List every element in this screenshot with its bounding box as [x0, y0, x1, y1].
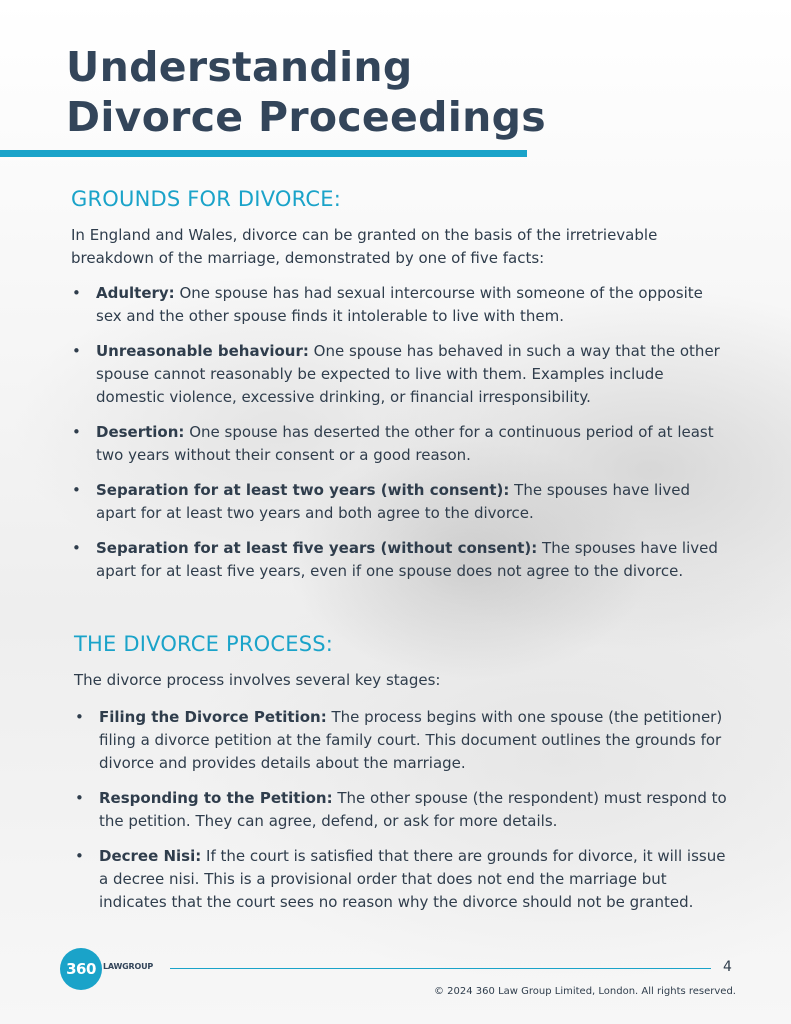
bullet-term: Desertion: — [96, 423, 185, 441]
law-group-logo — [60, 948, 190, 992]
process-intro: The divorce process involves several key stages: — [74, 671, 441, 689]
bullet-text: The spouses have lived apart for at least five years, even if one spouse does not agree to the divorce. — [96, 539, 718, 580]
page-number: 4 — [723, 959, 732, 975]
page-title-line-1: Understanding — [66, 43, 413, 91]
grounds-item-desertion — [70, 421, 730, 467]
bullet-text: The other spouse (the respondent) must respond to the petition. They can agree, defend, or ask for more details. — [99, 789, 727, 830]
copyright-notice: © 2024 360 Law Group Limited, London. All rights reserved. — [434, 986, 736, 997]
process-heading: THE DIVORCE PROCESS: — [74, 632, 334, 656]
grounds-item-unreasonable-behaviour — [70, 340, 730, 409]
grounds-heading: GROUNDS FOR DIVORCE: — [71, 187, 341, 211]
grounds-item-separation-five-years — [70, 537, 730, 583]
process-list — [73, 706, 733, 926]
bullet-text: One spouse has deserted the other for a continuous period of at least two years without their consent or a good reason. — [96, 423, 714, 464]
bullet-term: Filing the Divorce Petition: — [99, 708, 327, 726]
bullet-term: Adultery: — [96, 284, 175, 302]
bullet-term: Unreasonable behaviour: — [96, 342, 309, 360]
process-item-responding — [73, 787, 733, 833]
bullet-term: Decree Nisi: — [99, 847, 202, 865]
bullet-text: The spouses have lived apart for at least two years and both agree to the divorce. — [96, 481, 691, 522]
bullet-term: Responding to the Petition: — [99, 789, 333, 807]
bullet-text: If the court is satisfied that there are grounds for divorce, it will issue a decree nisi. This is a provisional order that does not end the marriage but indicates that the court sees no reason why the divorce should not be granted. — [99, 847, 726, 911]
title-underline — [0, 150, 527, 157]
process-item-decree-nisi — [73, 845, 733, 914]
bullet-term: Separation for at least two years (with consent): — [96, 481, 510, 499]
logo-brand-text: LAWGROUP — [103, 962, 154, 971]
bullet-term: Separation for at least five years (without consent): — [96, 539, 538, 557]
grounds-list — [70, 282, 730, 595]
grounds-item-adultery — [70, 282, 730, 328]
bullet-text: One spouse has behaved in such a way that the other spouse cannot reasonably be expected to live with them. Examples include domestic violence, excessive drinking, or financial irresponsibility. — [96, 342, 720, 406]
grounds-intro: In England and Wales, divorce can be granted on the basis of the irretrievable breakdown of the marriage, demonstrated by one of five facts: — [71, 226, 658, 267]
process-item-filing-petition — [73, 706, 733, 775]
footer-divider — [170, 968, 711, 969]
page-title — [66, 42, 546, 142]
bullet-text: The process begins with one spouse (the petitioner) filing a divorce petition at the family court. This document outlines the grounds for divorce and provides details about the marriage. — [99, 708, 723, 772]
grounds-item-separation-two-years — [70, 479, 730, 525]
page-title-line-2: Divorce Proceedings — [66, 93, 546, 141]
bullet-text: One spouse has had sexual intercourse with someone of the opposite sex and the other spouse finds it intolerable to live with them. — [96, 284, 703, 325]
logo-circle: 360 — [60, 948, 102, 990]
